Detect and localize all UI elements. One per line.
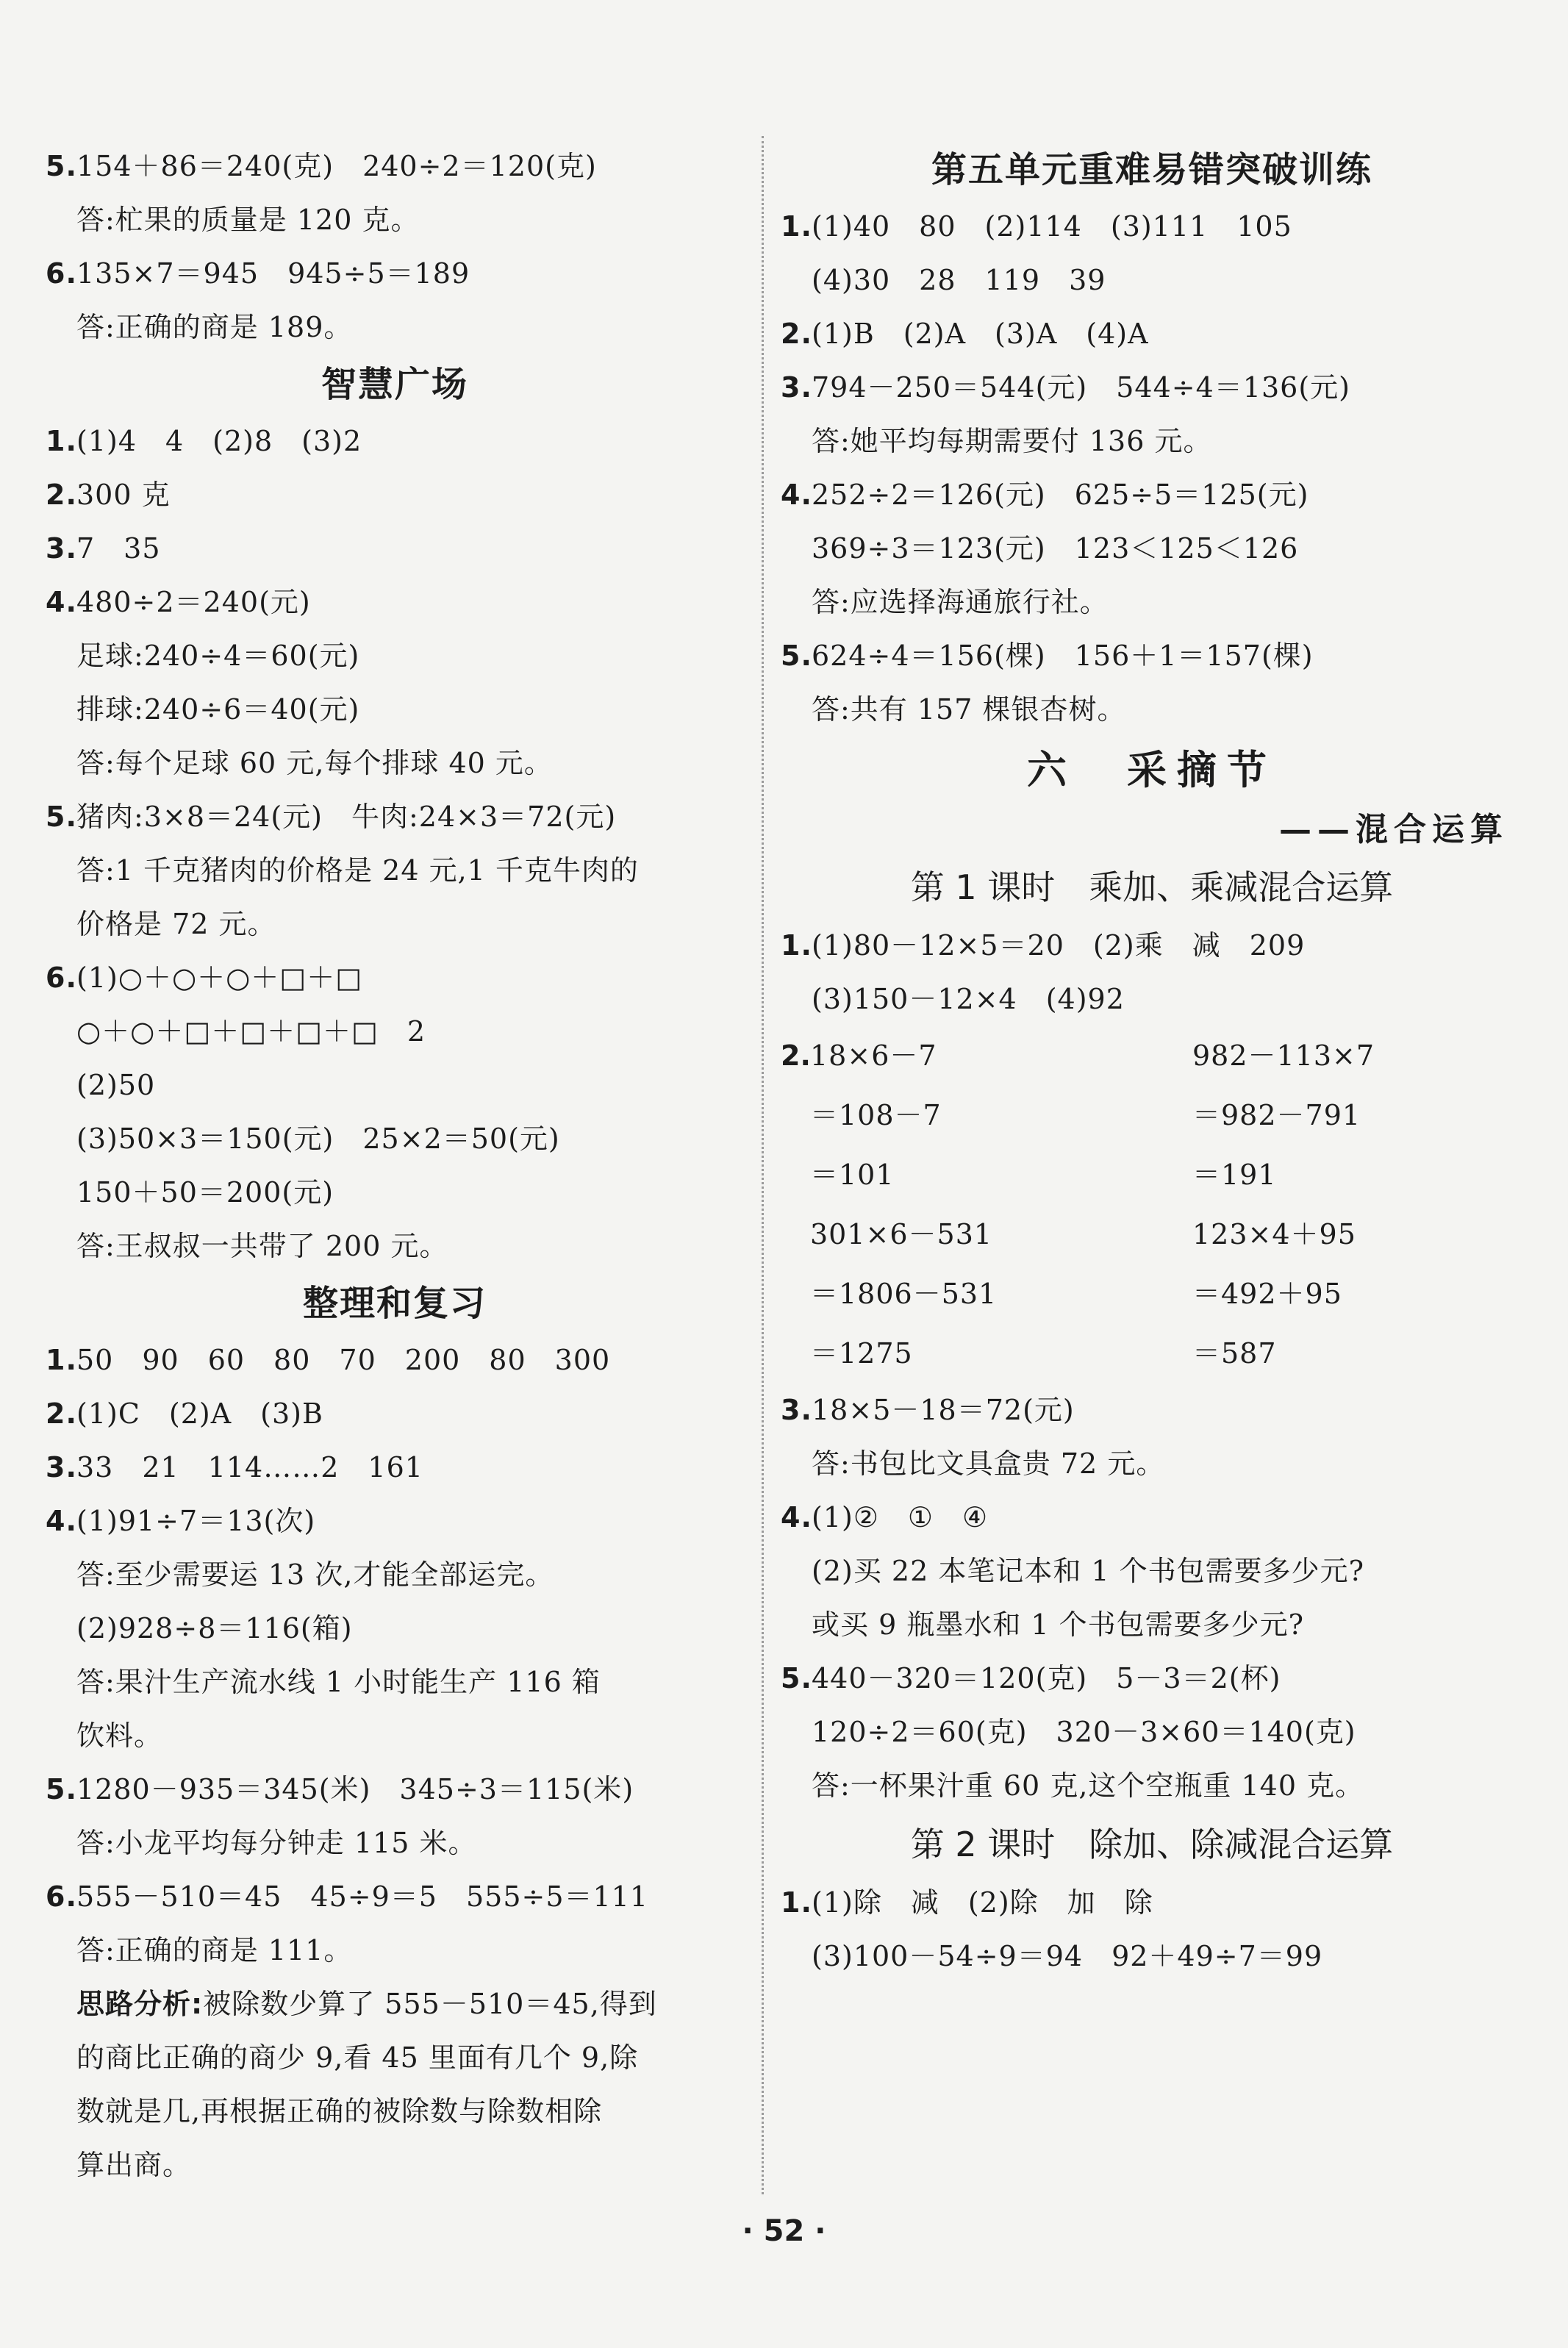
item-number: 5. <box>781 1662 812 1694</box>
answer-text: 480÷2＝240(元) <box>76 586 311 618</box>
column-divider <box>762 136 764 2194</box>
answer-line <box>781 1876 1523 1930</box>
answer-text: 624÷4＝156(棵) 156＋1＝157(棵) <box>812 640 1314 672</box>
answer-line <box>781 629 1523 683</box>
answer-text: (2)买 22 本笔记本和 1 个书包需要多少元? <box>812 1555 1365 1587</box>
answer-block-lesson2 <box>781 1876 1523 1983</box>
calc-step: 301×6－531 <box>810 1218 993 1250</box>
calc-step: 123×4＋95 <box>1192 1218 1356 1250</box>
item-number: 1. <box>781 1886 812 1919</box>
answer-text: 369÷3＝123(元) 123＜125＜126 <box>812 532 1299 565</box>
answer-text: 252÷2＝126(元) 625÷5＝125(元) <box>812 479 1309 511</box>
answer-line <box>46 1005 744 1059</box>
item-number: 1. <box>781 929 812 962</box>
answer-line <box>46 1870 744 1924</box>
lesson-2-title: 第 2 课时 除加、除减混合运算 <box>910 1825 1394 1864</box>
answer-line <box>781 1545 1523 1598</box>
answer-text: 答:书包比文具盒贵 72 元。 <box>812 1447 1165 1480</box>
answer-text: 440－320＝120(克) 5－3＝2(杯) <box>812 1662 1281 1694</box>
answer-line <box>46 468 744 522</box>
answer-text: 答:正确的商是 189。 <box>76 311 353 343</box>
answer-line <box>46 790 744 844</box>
answer-text: 答:至少需要运 13 次,才能全部运完。 <box>76 1558 554 1591</box>
item-number: 1. <box>46 1344 77 1376</box>
answer-text: (1)B (2)A (3)A (4)A <box>812 318 1149 350</box>
unit-title: 六 采摘节 <box>1027 747 1277 793</box>
answer-text: (1)40 80 (2)114 (3)111 105 <box>812 210 1292 243</box>
answer-text: 120÷2＝60(克) 320－3×60＝140(克) <box>812 1716 1356 1748</box>
answer-line <box>46 1334 744 1387</box>
answer-text: 154＋86＝240(克) 240÷2＝120(克) <box>76 150 597 182</box>
item-number: 3. <box>46 1451 77 1483</box>
answer-line <box>46 1166 744 1220</box>
answer-line <box>781 468 1523 522</box>
answer-text: (1)91÷7＝13(次) <box>76 1505 316 1537</box>
answer-text: 答:小龙平均每分钟走 115 米。 <box>76 1827 477 1859</box>
item-number: 4. <box>46 586 77 618</box>
item-number: 5. <box>46 801 77 833</box>
calc-step: ＝191 <box>1192 1159 1277 1191</box>
answer-text: (4)30 28 119 39 <box>812 264 1106 296</box>
answer-text: 7 35 <box>76 532 161 565</box>
analysis-line-4: 算出商。 <box>76 2149 192 2181</box>
calc-step: ＝1275 <box>810 1337 913 1370</box>
calc-step: ＝587 <box>1192 1337 1277 1370</box>
item-number: 1. <box>46 425 77 457</box>
answer-text: (1)4 4 (2)8 (3)2 <box>76 425 362 457</box>
item-number: 3. <box>781 1394 812 1426</box>
left-column <box>46 140 744 2192</box>
calc-grid <box>781 1026 1523 1384</box>
item-number: 3. <box>781 371 812 404</box>
section-title-zhihui: 智慧广场 <box>321 364 468 405</box>
item-number: 6. <box>46 257 77 290</box>
answer-text: 排球:240÷6＝40(元) <box>76 693 360 726</box>
answer-line <box>46 1548 744 1602</box>
item-number: 4. <box>781 479 812 511</box>
answer-block-zhihui <box>46 415 744 1273</box>
answer-text: (1)○＋○＋○＋□＋□ <box>76 962 363 994</box>
item-number: 6. <box>46 962 77 994</box>
answer-text: 答:1 千克猪肉的价格是 24 元,1 千克牛肉的 <box>76 854 639 887</box>
answer-text: 33 21 114……2 161 <box>76 1451 423 1483</box>
answer-text: (1)80－12×5＝20 (2)乘 减 209 <box>812 929 1306 962</box>
answer-block-lesson1-a <box>781 919 1523 1026</box>
item-number: 2. <box>46 1397 77 1430</box>
calc-item-number: 2. <box>781 1039 811 1072</box>
analysis-label: 思路分析: <box>76 1988 204 2020</box>
section-title-unit5: 第五单元重难易错突破训练 <box>931 149 1372 190</box>
answer-line <box>781 1930 1523 1983</box>
item-number: 2. <box>781 318 812 350</box>
page-number: · 52 · <box>742 2214 826 2248</box>
answer-line <box>46 1817 744 1870</box>
answer-line <box>46 415 744 468</box>
answer-line <box>46 1709 744 1763</box>
answer-block-review <box>46 1334 744 1977</box>
answer-line <box>46 1656 744 1709</box>
item-number: 3. <box>46 532 77 565</box>
answer-text: 猪肉:3×8＝24(元) 牛肉:24×3＝72(元) <box>76 801 617 833</box>
item-number: 4. <box>46 1505 77 1537</box>
answer-line <box>781 200 1523 254</box>
calc-step: ＝1806－531 <box>810 1278 998 1310</box>
calc-step: 18×6－7 <box>810 1039 937 1072</box>
answer-line <box>46 1387 744 1441</box>
answer-text: ○＋○＋□＋□＋□＋□ 2 <box>76 1015 426 1048</box>
answer-text: 答:一杯果汁重 60 克,这个空瓶重 140 克。 <box>812 1769 1364 1802</box>
item-number: 2. <box>46 479 77 511</box>
answer-text: 答:正确的商是 111。 <box>76 1934 353 1966</box>
calc-step: 982－113×7 <box>1192 1039 1375 1072</box>
answer-line <box>781 415 1523 468</box>
answer-line <box>46 193 744 247</box>
answer-line <box>781 683 1523 737</box>
answer-text: (3)150－12×4 (4)92 <box>812 983 1125 1015</box>
answer-text: 答:王叔叔一共带了 200 元。 <box>76 1230 448 1262</box>
answer-line <box>781 307 1523 361</box>
answer-line <box>781 522 1523 576</box>
calc-step: ＝108－7 <box>810 1099 942 1131</box>
answer-line <box>46 140 744 193</box>
answer-line <box>46 629 744 683</box>
answer-line <box>781 1759 1523 1813</box>
answer-line <box>46 1924 744 1977</box>
answer-line <box>46 844 744 898</box>
answer-text: 答:她平均每期需要付 136 元。 <box>812 425 1212 457</box>
answer-line <box>781 919 1523 973</box>
answer-line <box>781 1652 1523 1705</box>
right-column <box>781 140 1523 1983</box>
calc-step: ＝982－791 <box>1192 1099 1361 1131</box>
analysis-line-1: 思路分析:被除数少算了 555－510＝45,得到 <box>76 1988 657 2020</box>
analysis-line-3: 数就是几,再根据正确的被除数与除数相除 <box>76 2095 603 2127</box>
analysis-block <box>46 1977 744 2192</box>
answer-text: 饮料。 <box>76 1719 163 1752</box>
answer-text: (1)C (2)A (3)B <box>76 1397 323 1430</box>
answer-line <box>781 1491 1523 1545</box>
answer-text: 答:杧果的质量是 120 克。 <box>76 204 420 236</box>
item-number: 1. <box>781 210 812 243</box>
answer-text: 1280－935＝345(米) 345÷3＝115(米) <box>76 1773 634 1805</box>
answer-text: 答:应选择海通旅行社。 <box>812 586 1109 618</box>
answer-line <box>46 247 744 301</box>
answer-text: 150＋50＝200(元) <box>76 1176 334 1209</box>
answer-text: (2)50 <box>76 1069 156 1101</box>
answer-line <box>781 1384 1523 1437</box>
answer-text: 50 90 60 80 70 200 80 300 <box>76 1344 611 1376</box>
answer-line <box>46 576 744 629</box>
answer-text: 答:每个足球 60 元,每个排球 40 元。 <box>76 747 553 779</box>
answer-line <box>46 1763 744 1817</box>
answer-line <box>781 973 1523 1026</box>
answer-line <box>46 1112 744 1166</box>
unit-subtitle: ——混合运算 <box>1279 811 1508 848</box>
answer-text: 794－250＝544(元) 544÷4＝136(元) <box>812 371 1350 404</box>
answer-text: 18×5－18＝72(元) <box>812 1394 1075 1426</box>
lesson-1-title: 第 1 课时 乘加、乘减混合运算 <box>910 867 1394 907</box>
answer-line <box>46 683 744 737</box>
answer-line <box>46 1220 744 1273</box>
item-number: 5. <box>46 150 77 182</box>
answer-text: (2)928÷8＝116(箱) <box>76 1612 353 1644</box>
item-number: 6. <box>46 1880 77 1913</box>
answer-block-top <box>46 140 744 354</box>
answer-text: 答:果汁生产流水线 1 小时能生产 116 箱 <box>76 1666 601 1698</box>
answer-line <box>46 1059 744 1112</box>
answer-text: (3)100－54÷9＝94 92＋49÷7＝99 <box>812 1940 1323 1972</box>
answer-text: 555－510＝45 45÷9＝5 555÷5＝111 <box>76 1880 649 1913</box>
answer-line <box>781 361 1523 415</box>
answer-text: (3)50×3＝150(元) 25×2＝50(元) <box>76 1123 560 1155</box>
answer-text: 或买 9 瓶墨水和 1 个书包需要多少元? <box>812 1608 1305 1641</box>
answer-text: (1)除 减 (2)除 加 除 <box>812 1886 1153 1919</box>
answer-text: 答:共有 157 棵银杏树。 <box>812 693 1126 726</box>
answer-text: 135×7＝945 945÷5＝189 <box>76 257 470 290</box>
answer-block-unit5 <box>781 200 1523 737</box>
answer-line <box>781 1437 1523 1491</box>
answer-text: 300 克 <box>76 479 171 511</box>
calc-block <box>781 1026 1523 1384</box>
answer-text: 价格是 72 元。 <box>76 908 276 940</box>
answer-line <box>46 301 744 354</box>
answer-line <box>781 576 1523 629</box>
answer-line <box>46 1441 744 1495</box>
answer-line <box>781 254 1523 307</box>
answer-line <box>46 737 744 790</box>
calc-step: ＝492＋95 <box>1192 1278 1342 1310</box>
answer-line <box>46 1495 744 1548</box>
answer-text: 足球:240÷4＝60(元) <box>76 640 360 672</box>
analysis-line-2: 的商比正确的商少 9,看 45 里面有几个 9,除 <box>76 2041 639 2074</box>
section-title-review: 整理和复习 <box>302 1283 487 1324</box>
answer-block-lesson1-b <box>781 1384 1523 1813</box>
item-number: 4. <box>781 1501 812 1533</box>
item-number: 5. <box>46 1773 77 1805</box>
answer-text: (1)② ① ④ <box>812 1501 989 1533</box>
answer-line <box>46 898 744 951</box>
item-number: 5. <box>781 640 812 672</box>
answer-line <box>46 951 744 1005</box>
answer-line <box>781 1705 1523 1759</box>
answer-line <box>46 522 744 576</box>
answer-line <box>781 1598 1523 1652</box>
calc-step: ＝101 <box>810 1159 895 1191</box>
answer-line <box>46 1602 744 1656</box>
